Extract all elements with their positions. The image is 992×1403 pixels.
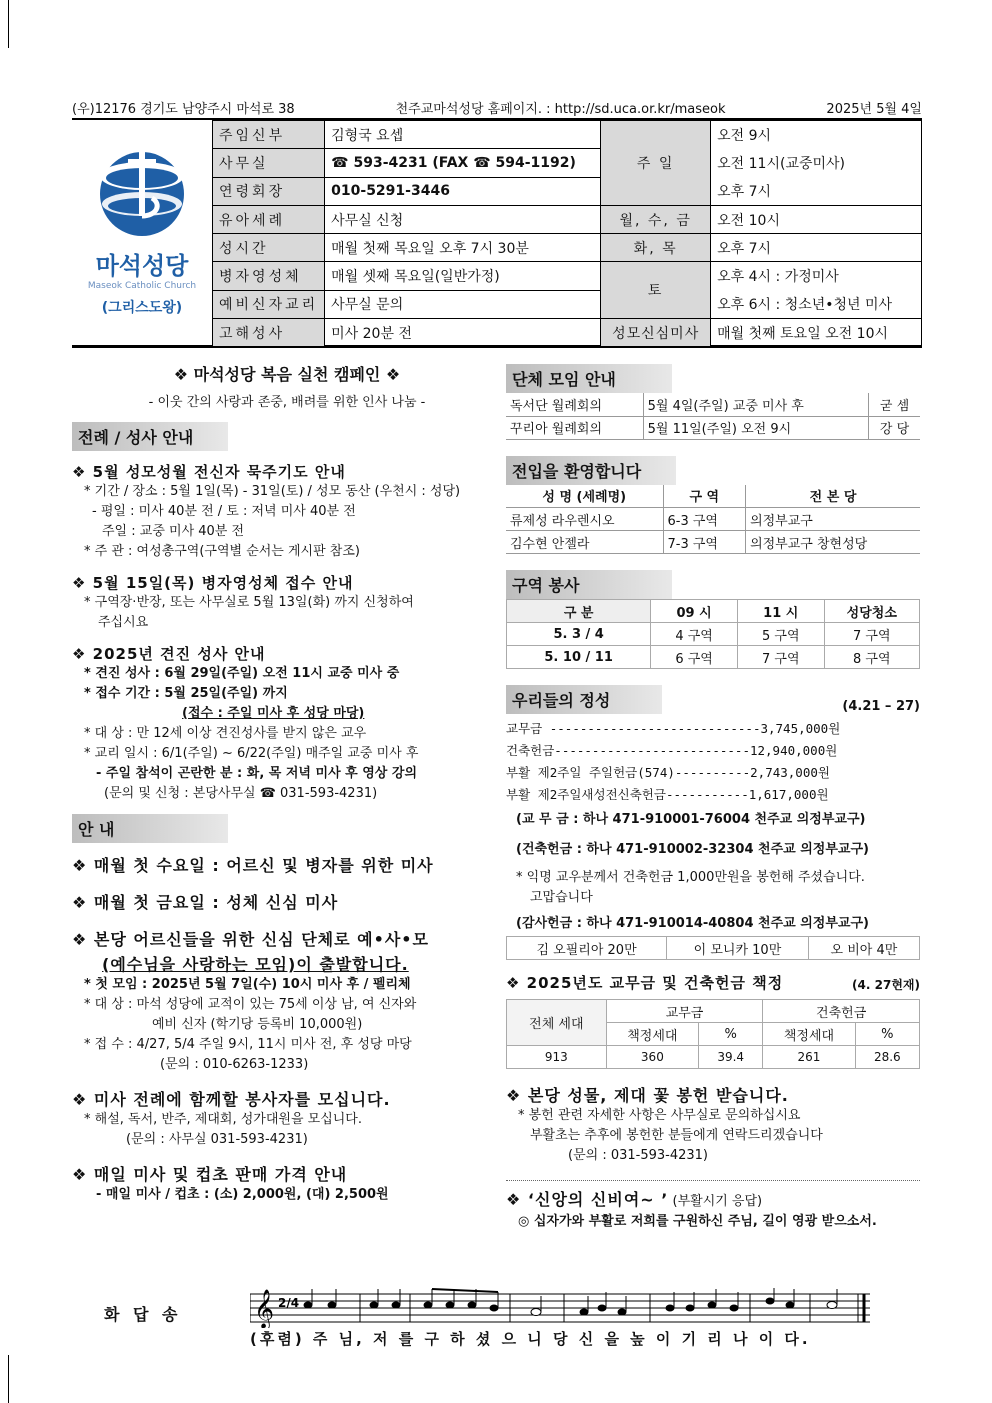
group-place: 굳 셈: [869, 393, 921, 416]
treble-clef-icon: 𝄞: [254, 1289, 275, 1328]
homepage-link[interactable]: 천주교마석성당 홈페이지. : http://sd.uca.or.kr/maseok: [395, 101, 726, 117]
rosary-title: ❖ 5월 성모성월 전신자 묵주기도 안내: [72, 463, 346, 481]
sunday-label: 주 일: [601, 121, 711, 206]
sat-time: 오후 4시 : 가정미사: [711, 262, 922, 290]
group-name: 독서단 월례회의: [506, 393, 643, 416]
service-title: 구역 봉사: [506, 570, 672, 599]
column-header: 09 시: [651, 600, 738, 623]
campaign-title: ❖ 마석성당 복음 실천 캠페인 ❖: [173, 365, 401, 384]
church-emblem-icon: [72, 120, 212, 240]
service-cell: 7 구역: [824, 623, 919, 646]
column-header: 책정세대: [763, 1023, 855, 1046]
service-table: [506, 599, 920, 669]
quota-cell: 261: [763, 1046, 855, 1069]
column-header: %: [699, 1023, 763, 1046]
offering-line: 부활 제2주일 주일헌금(574)----------2,743,000원: [506, 765, 830, 780]
confirmation-line: * 접수 기간 : 5월 25일(주일) 까지: [84, 686, 288, 701]
yesamo-title: ❖ 본당 어르신들을 위한 신심 단체로 예•사•모: [72, 930, 429, 949]
flower-title: ❖ 본당 성물, 제대 꽃 봉헌 받습니다.: [506, 1086, 789, 1105]
left-column: [72, 352, 502, 1205]
account-line: (건축헌금 : 하나 471-910002-32304 천주교 의정부교구): [516, 842, 869, 857]
quota-cell: 913: [507, 1046, 607, 1069]
church-info-table: [212, 120, 922, 347]
confirmation-line: * 견진 성사 : 6월 29일(주일) 오전 11시 교중 미사 중: [84, 666, 400, 681]
thanks-cell: 오 비아 4만: [808, 937, 919, 960]
info-label: 고해성사: [213, 319, 325, 347]
table-row: [507, 1046, 920, 1069]
confirmation-title: ❖ 2025년 견진 성사 안내: [72, 645, 266, 663]
address: (우)12176 경기도 남양주시 마석로 38: [72, 101, 295, 117]
rosary-line: * 주 관 : 여성총구역(구역별 순서는 게시판 참조): [84, 544, 360, 559]
campaign-subtitle: - 이웃 간의 사랑과 존중, 배려를 위한 인사 나눔 -: [148, 395, 426, 410]
group-name: 꾸리아 월례회의: [506, 416, 643, 439]
rosary-line: * 기간 / 장소 : 5월 1일(목) - 31일(토) / 성모 동산 (우천시 : 성당): [84, 484, 461, 499]
quota-note: (4. 27현재): [852, 978, 920, 992]
service-cell: 4 구역: [651, 623, 738, 646]
newcomer-district: 7-3 구역: [663, 531, 746, 554]
info-value: 매월 첫째 목요일 오후 7시 30분: [325, 234, 601, 262]
donation-line: 고맙습니다: [530, 890, 593, 905]
service-cell: 8 구역: [824, 646, 919, 669]
group-when: 5월 11일(주일) 오전 9시: [643, 416, 868, 439]
column-header: 전체 세대: [507, 1000, 607, 1046]
table-row: [506, 508, 920, 531]
group-when: 5월 4일(주일) 교중 미사 후: [643, 393, 868, 416]
info-label: 유아세례: [213, 205, 325, 233]
quota-cell: 39.4: [699, 1046, 763, 1069]
notice-friday: ❖ 매월 첫 금요일 : 성체 신심 미사: [72, 893, 339, 912]
sat-label: 토: [601, 262, 711, 319]
margin-mark: [8, 1355, 9, 1403]
info-label: 사무실: [213, 149, 325, 177]
quota-cell: 360: [606, 1046, 698, 1069]
quota-cell: 28.6: [855, 1046, 919, 1069]
column-header: 11 시: [737, 600, 824, 623]
info-value: 김형국 요셉: [325, 121, 601, 149]
offering-line: 부활 제2주일새성전신축헌금-----------1,617,000원: [506, 787, 829, 802]
column-header: 성 명 (세례명): [506, 485, 663, 508]
offering-title: 우리들의 정성: [506, 685, 662, 714]
margin-mark: [8, 0, 9, 48]
info-value: 010-5291-3446: [325, 177, 601, 205]
info-value: 매월 셋째 목요일(일반가정): [325, 262, 601, 290]
service-date: 5. 3 / 4: [507, 623, 651, 646]
volunteer-line: (문의 : 사무실 031-593-4231): [126, 1132, 308, 1147]
newcomer-parish: 의정부교구 창현성당: [746, 531, 920, 554]
service-cell: 6 구역: [651, 646, 738, 669]
hymn-lyrics: (후렴) 주 님, 저 를 구 하 셨 으 니 당 신 을 높 이 기 리 나 이 다.: [250, 1330, 811, 1348]
devotion-label: 성모신심미사: [601, 319, 711, 347]
faith-title: ❖ ‘신앙의 신비여~ ’: [506, 1190, 669, 1209]
service-cell: 7 구역: [737, 646, 824, 669]
service-date: 5. 10 / 11: [507, 646, 651, 669]
confirmation-line: (접수 : 주일 미사 후 성당 마당): [182, 706, 365, 721]
column-header: 구 분: [507, 600, 651, 623]
table-row: [507, 646, 920, 669]
info-label: 예비신자교리: [213, 290, 325, 318]
right-column: [506, 352, 920, 1232]
candle-title: ❖ 매일 미사 및 컵초 판매 가격 안내: [72, 1165, 348, 1184]
bulletin-header: [72, 96, 922, 120]
church-logo: [72, 120, 212, 348]
section-liturgy: 전례 / 성사 안내: [72, 422, 228, 451]
thanks-cell: 이 모니카 10만: [667, 937, 809, 960]
tt-label: 화, 목: [601, 234, 711, 262]
yesamo-title-2: (예수님을 사랑하는 모임)이 출발합니다.: [102, 955, 409, 974]
donation-line: * 익명 교우분께서 건축헌금 1,000만원을 봉헌해 주셨습니다.: [516, 870, 865, 885]
group-meeting-table: [506, 393, 920, 440]
communion-title: ❖ 5월 15일(목) 병자영성체 접수 안내: [72, 574, 354, 592]
confirmation-line: * 교리 일시 : 6/1(주일) ~ 6/22(주일) 매주일 교중 미사 후: [84, 746, 419, 761]
offering-line: 건축헌금--------------------------12,940,000원: [506, 743, 838, 758]
offering-line: 교무금 ----------------------------3,745,000원: [506, 721, 841, 736]
table-row: [506, 531, 920, 554]
faith-response: ◎ 십자가와 부활로 저희를 구원하신 주님, 길이 영광 받으소서.: [518, 1214, 877, 1229]
confirmation-line: - 주일 참석이 곤란한 분 : 화, 목 저녁 미사 후 영상 강의: [96, 766, 418, 781]
sunday-time: 오전 9시: [711, 121, 922, 149]
info-label: 연령회장: [213, 177, 325, 205]
issue-date: 2025년 5월 4일: [826, 101, 922, 117]
newcomer-name: 류제성 라우렌시오: [506, 508, 663, 531]
thanks-table: [506, 936, 920, 960]
column-header: 성당청소: [824, 600, 919, 623]
communion-line: 주십시요: [98, 615, 149, 630]
newcomer-name: 김수현 안젤라: [506, 531, 663, 554]
mwf-time: 오전 10시: [711, 205, 922, 233]
devotion-time: 매월 첫째 토요일 오전 10시: [711, 319, 922, 347]
table-row: [507, 937, 920, 960]
flower-line: * 봉헌 관련 자세한 사항은 사무실로 문의하십시요: [518, 1108, 801, 1123]
time-signature: 2/4: [278, 1296, 300, 1310]
info-value: 미사 20분 전: [325, 319, 601, 347]
info-label: 병자영성체: [213, 262, 325, 290]
rosary-line: - 평일 : 미사 40분 전 / 토 : 저녁 미사 40분 전: [92, 504, 356, 519]
tt-time: 오후 7시: [711, 234, 922, 262]
faith-note: (부활시기 응답): [672, 1194, 763, 1209]
info-label: 성시간: [213, 234, 325, 262]
info-label: 주임신부: [213, 121, 325, 149]
table-row: [507, 623, 920, 646]
yesamo-line: * 대 상 : 마석 성당에 교적이 있는 75세 이상 남, 여 신자와: [84, 997, 417, 1012]
info-value: 사무실 문의: [325, 290, 601, 318]
account-line: (감사헌금 : 하나 471-910014-40804 천주교 의정부교구): [516, 916, 869, 931]
yesamo-line: 예비 신자 (학기당 등록비 10,000원): [152, 1017, 363, 1032]
rosary-line: 주일 : 교중 미사 40분 전: [102, 524, 245, 539]
info-block: [72, 120, 922, 348]
info-value: 사무실 신청: [325, 205, 601, 233]
quota-title: ❖ 2025년도 교무금 및 건축헌금 책정: [506, 974, 784, 992]
offering-period: (4.21 – 27): [842, 699, 920, 714]
service-cell: 5 구역: [737, 623, 824, 646]
church-name: 마석성당: [95, 252, 189, 280]
confirmation-line: * 대 상 : 만 12세 이상 견진성사를 받지 않은 교우: [84, 726, 367, 741]
flower-line: (문의 : 031-593-4231): [568, 1148, 708, 1163]
candle-line: - 매일 미사 / 컵초 : (소) 2,000원, (대) 2,500원: [96, 1187, 389, 1202]
welcome-table: [506, 485, 920, 555]
church-english-name: Maseok Catholic Church: [87, 281, 197, 291]
music-staff: [250, 1288, 870, 1328]
quota-table: [506, 999, 920, 1069]
yesamo-line: * 접 수 : 4/27, 5/4 주일 9시, 11시 미사 전, 후 성당 마당: [84, 1037, 412, 1052]
table-row: [506, 393, 920, 416]
volunteer-line: * 해설, 독서, 반주, 제대회, 성가대원을 모십니다.: [84, 1112, 362, 1127]
table-row: [506, 416, 920, 439]
column-header: %: [855, 1023, 919, 1046]
column-header: 건축헌금: [763, 1000, 920, 1023]
section-notice: 안 내: [72, 814, 228, 843]
column-header: 교무금: [606, 1000, 763, 1023]
group-place: 강 당: [869, 416, 921, 439]
confirmation-line: (문의 및 신청 : 본당사무실 ☎ 031-593-4231): [104, 786, 378, 801]
newcomer-district: 6-3 구역: [663, 508, 746, 531]
sat-time: 오후 6시 : 청소년•청년 미사: [711, 290, 922, 318]
flower-line: 부활초는 추후에 봉헌한 분들에게 연락드리겠습니다: [530, 1128, 823, 1143]
welcome-title: 전입을 환영합니다: [506, 456, 676, 485]
yesamo-line: (문의 : 010-6263-1233): [160, 1057, 309, 1072]
column-header: 구 역: [663, 485, 746, 508]
info-value: ☎ 593-4231 (FAX ☎ 594-1192): [325, 149, 601, 177]
column-header: 전 본 당: [746, 485, 920, 508]
responsorial-label: 화 답 송: [104, 1305, 182, 1324]
sunday-time: 오후 7시: [711, 177, 922, 205]
communion-line: * 구역장·반장, 또는 사무실로 5월 13일(화) 까지 신청하여: [84, 595, 414, 610]
notice-wednesday: ❖ 매월 첫 수요일 : 어르신 및 병자를 위한 미사: [72, 856, 434, 875]
thanks-cell: 김 오필리아 20만: [507, 937, 667, 960]
account-line: (교 무 금 : 하나 471-910001-76004 천주교 의정부교구): [516, 812, 866, 827]
column-header: 책정세대: [606, 1023, 698, 1046]
volunteer-title: ❖ 미사 전례에 함께할 봉사자를 모십니다.: [72, 1090, 391, 1109]
mwf-label: 월, 수, 금: [601, 205, 711, 233]
sunday-time: 오전 11시(교중미사): [711, 149, 922, 177]
yesamo-line: * 첫 모임 : 2025년 5월 7일(수) 10시 미사 후 / 펠리체: [84, 977, 411, 992]
newcomer-parish: 의정부교구: [746, 508, 920, 531]
church-patron: (그리스도왕): [101, 300, 183, 316]
group-meeting-title: 단체 모임 안내: [506, 364, 672, 393]
